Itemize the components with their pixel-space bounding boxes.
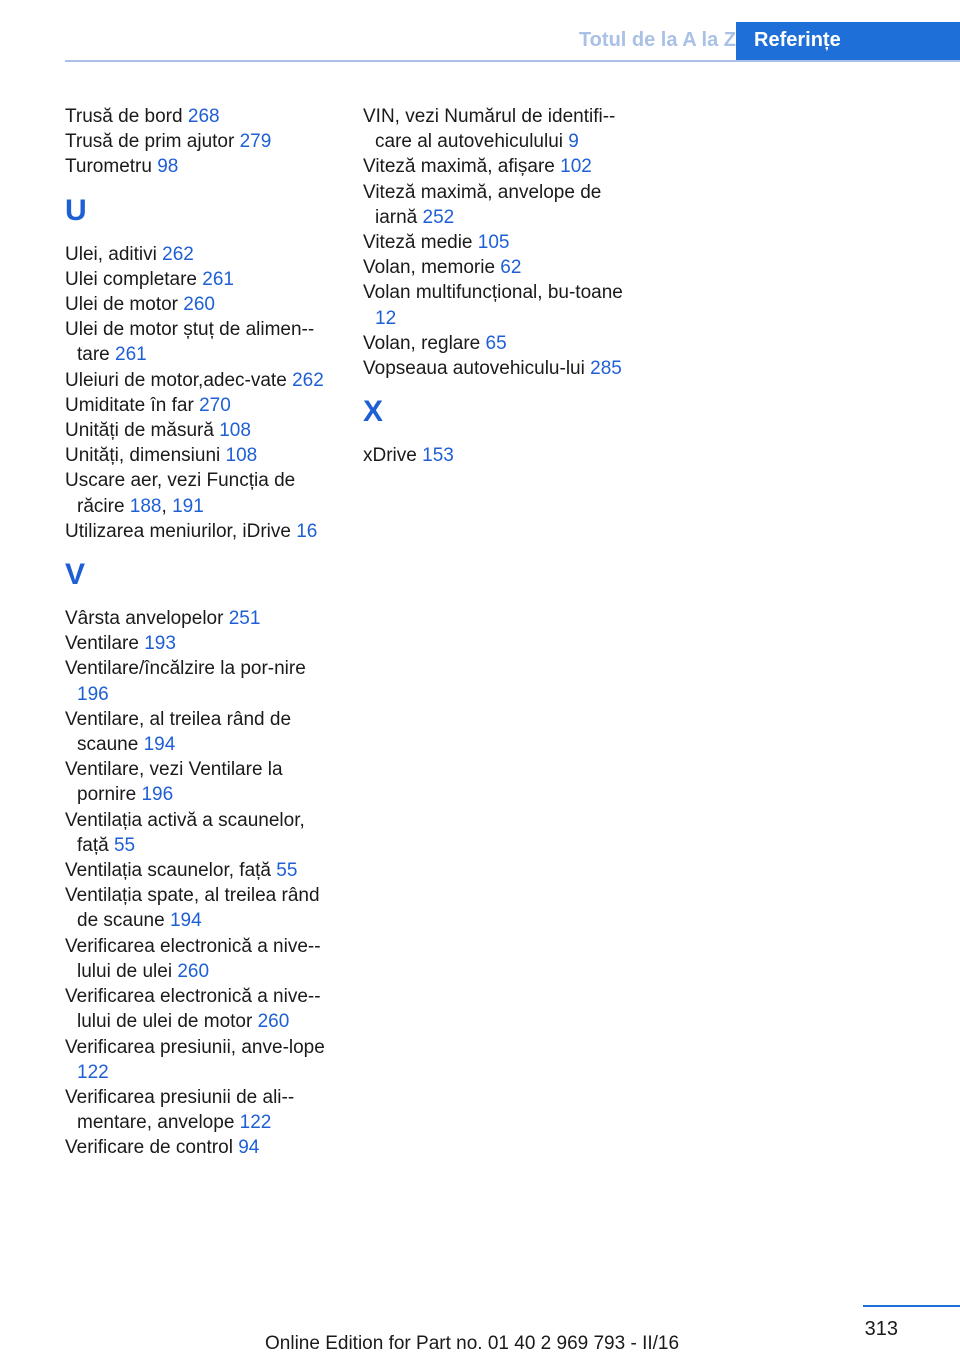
index-entry-term: Verificarea presiunii, anve-lope [65, 1036, 325, 1058]
index-entry-term: Verificarea electronică a nive-lului de ulei de motor [65, 986, 321, 1033]
index-entry-term: Ulei, aditivi [65, 243, 157, 265]
index-entry [65, 292, 335, 317]
index-page-link[interactable]: 268 [187, 106, 220, 127]
index-entry [65, 129, 335, 154]
index-entry [65, 1035, 335, 1085]
index-entry-term: Unități de măsură [65, 420, 214, 442]
index-entry-term: Umiditate în far [65, 394, 194, 416]
index-entry [65, 984, 335, 1034]
index-entry-term: Utilizarea meniurilor, iDrive [65, 520, 291, 542]
index-entry [65, 104, 335, 129]
index-entry-term: Viteză medie [363, 232, 473, 254]
page-number: 313 [864, 1318, 898, 1340]
index-page-link[interactable]: 122 [239, 1112, 272, 1134]
index-page-link[interactable]: 12 [375, 307, 397, 329]
index-page-link[interactable]: 260 [183, 294, 215, 316]
index-page-link[interactable]: 102 [560, 156, 592, 178]
index-group [65, 104, 335, 180]
index-entry [65, 606, 335, 631]
index-entry [363, 356, 633, 381]
index-entry [65, 418, 335, 443]
index-page-link[interactable]: 98 [157, 156, 179, 178]
index-page-link[interactable]: 55 [276, 860, 298, 882]
index-entry [65, 808, 335, 858]
index-entry-term: Vârsta anvelopelor [65, 608, 224, 630]
index-entry [65, 154, 335, 179]
index-entry-term: Ventilare [65, 633, 139, 655]
index-entry [363, 280, 633, 330]
index-entry: Uscare aer, vezi Funcția de răcire 188, 191 [65, 470, 296, 517]
index-group [65, 558, 335, 1160]
index-entry-term: Uleiuri de motor,adec-vate [65, 369, 287, 391]
index-entry [65, 631, 335, 656]
index-page-link[interactable]: 262 [292, 369, 324, 391]
index-entry-term: Volan multifuncțional, bu-toane [363, 282, 623, 304]
index-entry [65, 858, 335, 883]
index-entry [65, 242, 335, 267]
index-page-link[interactable]: 153 [422, 445, 454, 467]
index-entry-term: Verificarea presiunii de ali-mentare, anvelope [65, 1086, 295, 1134]
index-page-link[interactable]: 16 [296, 520, 318, 542]
index-entry-term: Ventilare, al treilea rând de scaune [65, 708, 292, 756]
index-entry-term: Viteză maximă, afișare [363, 156, 555, 178]
index-letter-heading: U [65, 193, 87, 227]
index-page-link[interactable]: 260 [177, 960, 210, 982]
index-entry-term: Volan, memorie [363, 257, 496, 279]
edition-watermark: Online Edition for Part no. 01 40 2 969 793 - II/16 [265, 1333, 680, 1354]
page-header [0, 0, 960, 62]
index-page-link[interactable]: 196 [141, 784, 174, 806]
index-page-link[interactable]: 261 [202, 268, 234, 290]
index-entry [65, 1085, 335, 1135]
index-column-right [363, 104, 633, 468]
index-entry-term: Trusă de prim ajutor [65, 131, 235, 153]
index-group [363, 104, 633, 381]
index-page-link[interactable]: 9 [568, 131, 579, 153]
index-entry-term: Volan, reglare [363, 332, 481, 354]
index-entry [65, 368, 335, 393]
header-tab [736, 22, 960, 62]
index-entry-term: xDrive [363, 445, 417, 467]
index-group [65, 194, 335, 544]
header-rule [65, 60, 960, 62]
index-page-link[interactable]: 108 [219, 420, 251, 442]
index-letter-heading: V [65, 558, 86, 592]
index-page-link[interactable]: 196 [77, 683, 109, 705]
index-page-link[interactable]: 270 [199, 394, 231, 416]
index-page-link[interactable]: 251 [228, 608, 261, 630]
index-column-left [65, 104, 335, 1161]
index-entry-term: Unități, dimensiuni [65, 445, 221, 467]
index-page-link[interactable]: 252 [422, 206, 455, 228]
header-tab-label: Referințe [754, 29, 841, 51]
index-entry-term: Ventilația scaunelor, față [65, 860, 271, 882]
index-page-link[interactable]: 279 [239, 131, 272, 153]
index-page-link[interactable]: 260 [257, 1011, 290, 1033]
index-entry [65, 393, 335, 418]
index-entry-term: Ventilația spate, al treilea rând de scaune [65, 885, 320, 932]
index-entry-term: Ulei completare [65, 268, 197, 290]
index-entry [65, 519, 335, 544]
index-entry [65, 883, 335, 933]
index-entry-term: Ventilația activă a scaunelor, față [65, 809, 305, 856]
index-entry [65, 443, 335, 468]
index-page-link[interactable]: 105 [477, 232, 510, 254]
index-entry-term: Vopseaua autovehiculu-lui [363, 358, 585, 380]
index-entry [363, 180, 633, 230]
index-page-link[interactable]: 55 [113, 834, 136, 856]
index-entry-term: Verificarea electronică a nive-lului de ulei [65, 935, 321, 982]
index-page-link[interactable]: 188 [129, 495, 162, 517]
index-entry-term: Verificare de control [65, 1137, 233, 1159]
index-entry-term: Turometru [65, 156, 152, 178]
index-entry [363, 255, 633, 280]
index-entry [65, 267, 335, 292]
header-section-title: Totul de la A la Z [578, 29, 736, 51]
index-page-link[interactable]: 191 [172, 495, 204, 517]
index-group [363, 395, 633, 468]
index-entry [65, 934, 335, 984]
index-page-link[interactable]: 193 [144, 633, 176, 655]
index-entry-term: Trusă de bord [65, 106, 183, 127]
index-entry [363, 443, 633, 468]
index-entry [65, 707, 335, 757]
index-entry-term: Ulei de motor [65, 294, 178, 316]
index-entry-term: Ulei de motor ștuț de alimen-tare [65, 319, 315, 366]
index-page-link[interactable]: 262 [162, 243, 194, 265]
footer-rule [863, 1305, 960, 1307]
index-entry [363, 154, 633, 179]
index-entry-term: Uscare aer, vezi Funcția de răcire [65, 470, 296, 517]
index-entry [65, 757, 335, 807]
index-page-link[interactable]: 261 [115, 344, 147, 366]
index-entry [363, 331, 633, 356]
index-entry-term: Ventilare, vezi Ventilare la pornire [65, 759, 283, 806]
index-page-link[interactable]: 194 [169, 910, 202, 932]
index-page-link[interactable]: 62 [500, 257, 522, 279]
index-letter-heading: X [363, 395, 384, 429]
index-entry-term: VIN, vezi Numărul de identifi-care al autovehiculului [363, 106, 616, 153]
index-entry-term: Ventilare/încălzire la por-nire [65, 658, 306, 680]
index-entry [363, 230, 633, 255]
index-page-link[interactable]: 122 [77, 1061, 109, 1083]
index-page-link[interactable]: 108 [225, 445, 258, 467]
index-page-link[interactable]: 194 [143, 734, 176, 756]
index-page-link[interactable]: 94 [238, 1137, 260, 1159]
index-page-link[interactable]: 65 [485, 332, 507, 354]
index-page-link[interactable]: 285 [590, 358, 622, 380]
index-entry [65, 317, 335, 367]
index-entry-term: Viteză maximă, anvelope de iarnă [363, 181, 602, 228]
index-entry [65, 1135, 335, 1160]
index-entry [363, 104, 633, 154]
index-entry [65, 656, 335, 706]
